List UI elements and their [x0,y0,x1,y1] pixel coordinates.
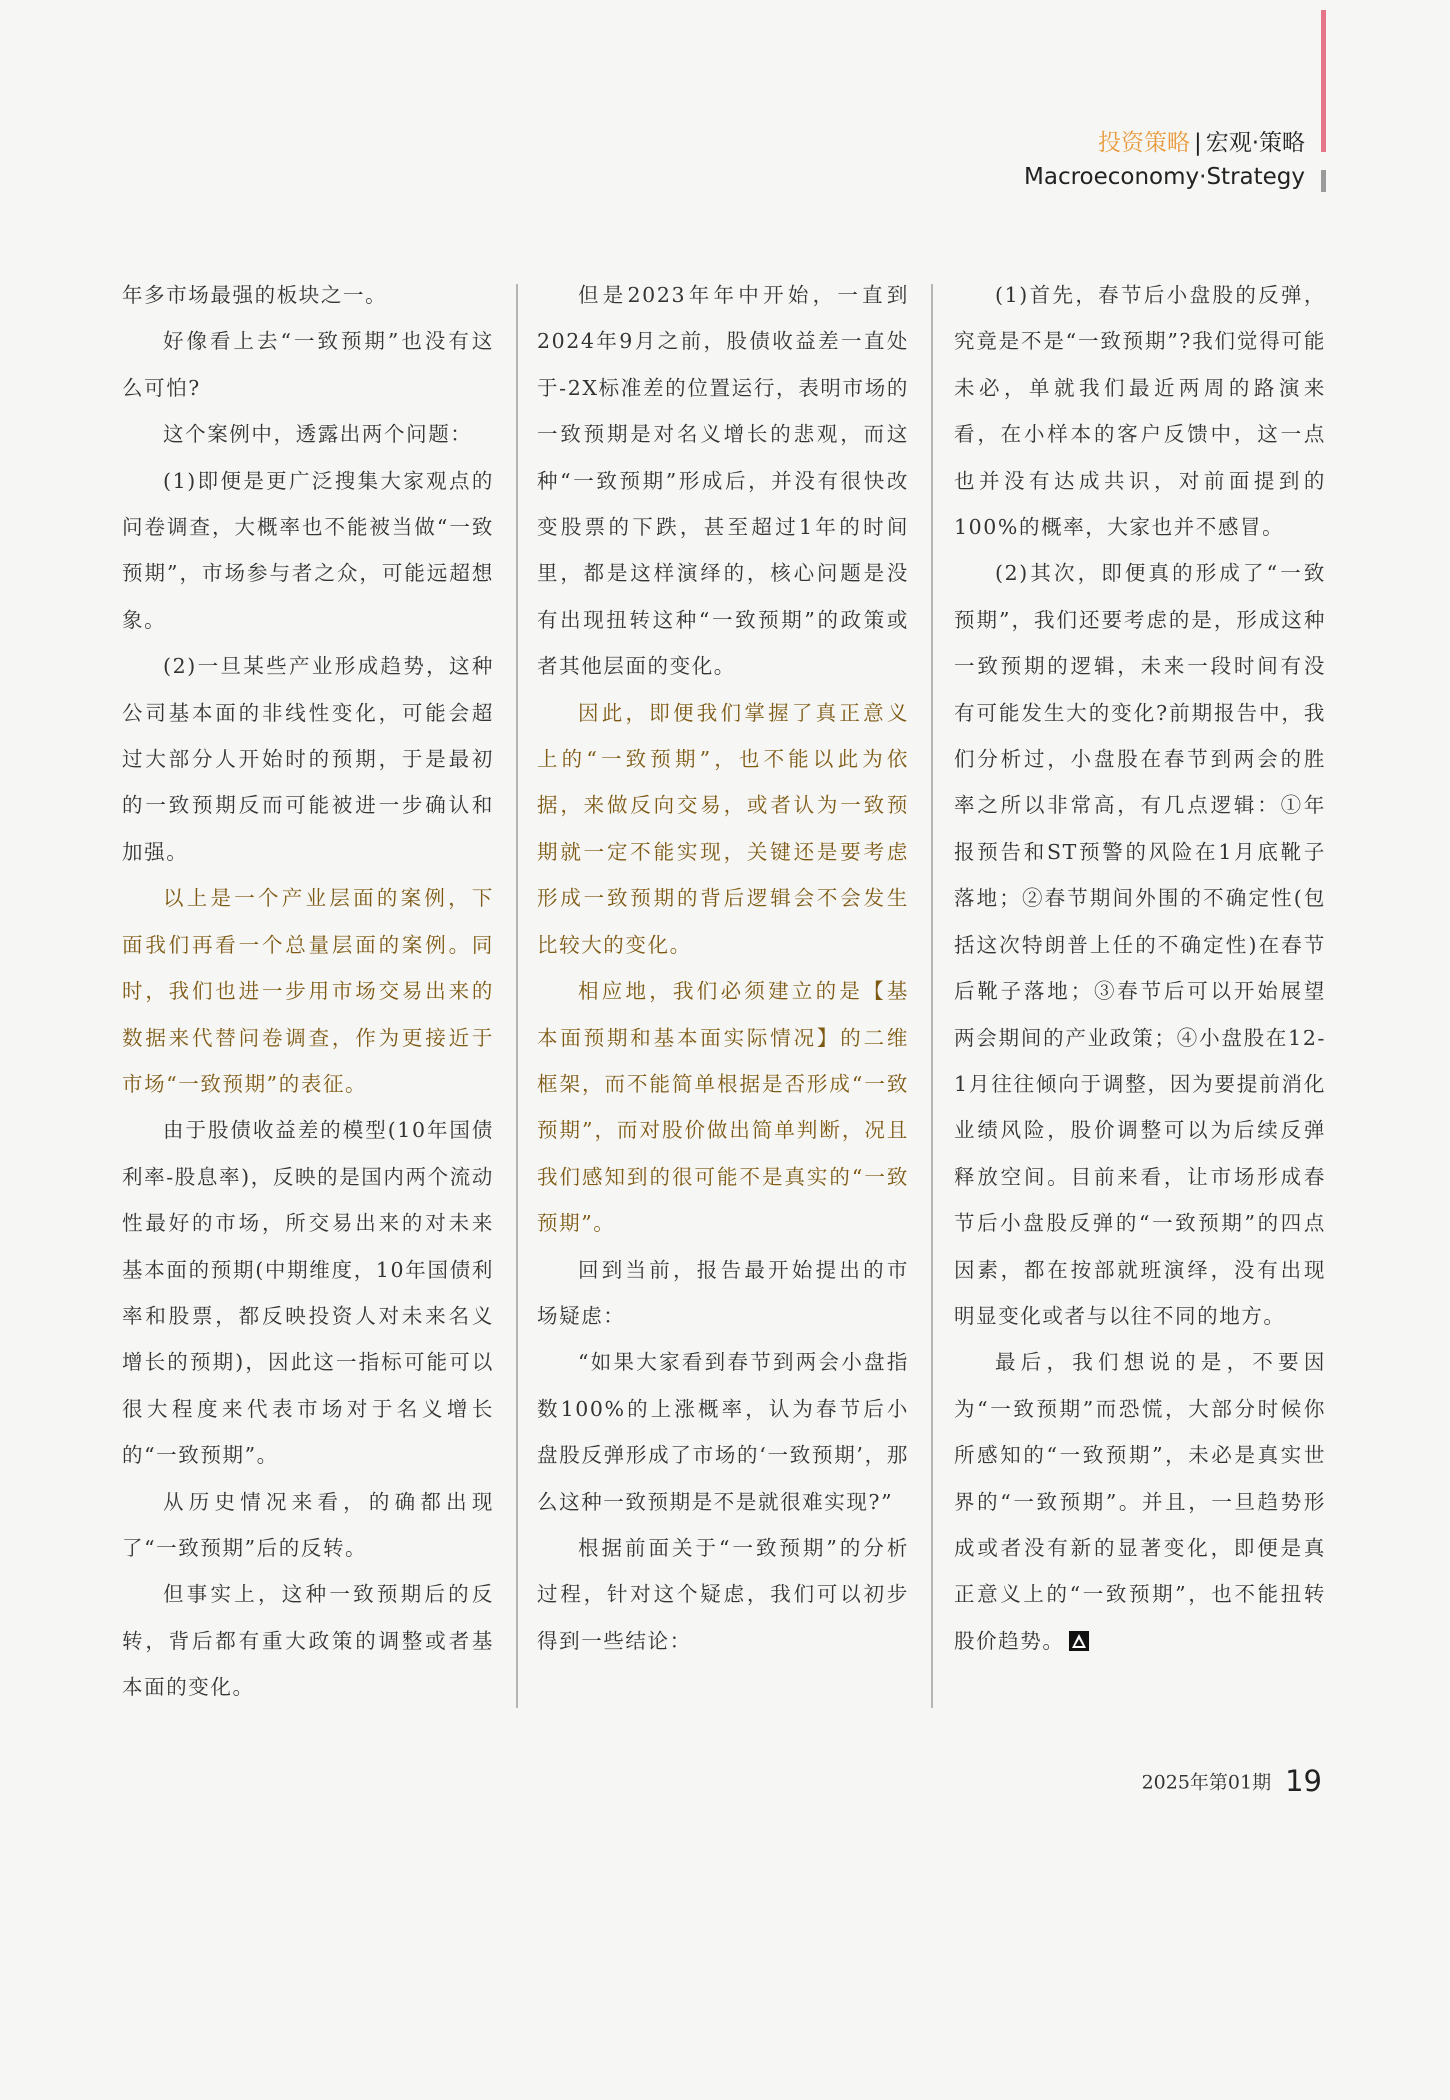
header-subtitle: Macroeconomy·Strategy [1024,164,1305,190]
paragraph: 这个案例中，透露出两个问题： [163,422,473,447]
issue-label: 2025年第01期 [1141,1771,1272,1794]
paragraph-with-end-mark [954,1339,1326,1664]
paragraph: 但事实上，这种一致预期后的反转，背后都有重大政策的调整或者基本面的变化。 [122,1582,494,1700]
paragraph: (2)其次，即便真的形成了“一致预期”，我们还要考虑的是，形成这种一致预期的逻辑，未来一段时间有没有可能发生大的变化?前期报告中，我们分析过，小盘股在春节到两会的胜率之所以非常高，有几点逻辑：①年报预告和ST预警的风险在1月底靴子落地；②春节期间外围的不确定性(包括这次特朗普上任的不确定性)在春节后靴子落地；③春节后可以开始展望两会期间的产业政策；④小盘股在12-1月往往倾向于调整，因为要提前消化业绩风险，股价调整可以为后续反弹释放空间。目前来看，让市场形成春节后小盘股反弹的“一致预期”的四点因素，都在按部就班演绎，没有出现明显变化或者与以往不同的地方。 [954,561,1326,1328]
paragraph: 年多市场最强的板块之一。 [122,283,388,307]
header-accent-bar [1321,10,1326,152]
header-title-line [1024,128,1305,158]
page-footer [1142,1764,1322,1798]
paragraph: 回到当前，报告最开始提出的市场疑虑： [537,1257,909,1328]
header-separator: | [1193,130,1202,156]
article-end-mark-icon [1069,1631,1089,1651]
paragraph: (2)一旦某些产业形成趋势，这种公司基本面的非线性变化，可能会超过大部分人开始时的预期，于是最初的一致预期反而可能被进一步确认和加强。 [122,654,494,864]
highlighted-paragraph: 以上是一个产业层面的案例，下面我们再看一个总量层面的案例。同时，我们也进一步用市场交易出来的数据来代替问卷调查，作为更接近于市场“一致预期”的表征。 [122,886,494,1096]
article-column-1 [122,272,494,1711]
paragraph: 由于股债收益差的模型(10年国债利率-股息率)，反映的是国内两个流动性最好的市场，所交易出来的对未来基本面的预期(中期维度，10年国债利率和股票，都反映投资人对未来名义增长的预期)，因此这一指标可能可以很大程度来代表市场对于名义增长的“一致预期”。 [122,1118,494,1468]
page-header [1024,128,1305,192]
highlighted-paragraph: 相应地，我们必须建立的是【基本面预期和基本面实际情况】的二维框架，而不能简单根据是否形成“一致预期”，而对股价做出简单判断，况且我们感知到的很可能不是真实的“一致预期”。 [537,979,909,1236]
header-section: 宏观·策略 [1205,130,1305,156]
page-number: 19 [1285,1764,1322,1798]
header-category: 投资策略 [1097,130,1190,156]
column-divider [516,284,518,1708]
article-column-2 [537,272,909,1664]
column-divider [931,284,933,1708]
header-subtitle-bar [1321,170,1326,192]
paragraph: “如果大家看到春节到两会小盘指数100%的上涨概率，认为春节后小盘股反弹形成了市场的‘一致预期’，那么这种一致预期是不是就很难实现?” [537,1350,909,1514]
article-column-3 [954,272,1326,1664]
paragraph-text: 最后，我们想说的是，不要因为“一致预期”而恐慌，大部分时候你所感知的“一致预期”，未必是真实世界的“一致预期”。并且，一旦趋势形成或者没有新的显著变化，即便是真正意义上的“一致预期”，也不能扭转股价趋势。 [954,1350,1326,1653]
paragraph: 但是2023年年中开始，一直到2024年9月之前，股债收益差一直处于-2X标准差的位置运行，表明市场的一致预期是对名义增长的悲观，而这种“一致预期”形成后，并没有很快改变股票的下跌，甚至超过1年的时间里，都是这样演绎的，核心问题是没有出现扭转这种“一致预期”的政策或者其他层面的变化。 [537,283,909,679]
paragraph: 从历史情况来看，的确都出现了“一致预期”后的反转。 [122,1489,494,1560]
highlighted-paragraph: 因此，即便我们掌握了真正意义上的“一致预期”，也不能以此为依据，来做反向交易，或者认为一致预期就一定不能实现，关键还是要考虑形成一致预期的背后逻辑会不会发生比较大的变化。 [537,700,909,957]
paragraph: 好像看上去“一致预期”也没有这么可怕? [122,329,494,400]
paragraph: (1)首先，春节后小盘股的反弹，究竟是不是“一致预期”?我们觉得可能未必，单就我们最近两周的路演来看，在小样本的客户反馈中，这一点也并没有达成共识，对前面提到的100%的概率，大家也并不感冒。 [954,283,1326,540]
paragraph: 根据前面关于“一致预期”的分析过程，针对这个疑虑，我们可以初步得到一些结论： [537,1535,909,1653]
paragraph: (1)即便是更广泛搜集大家观点的问卷调查，大概率也不能被当做“一致预期”，市场参与者之众，可能远超想象。 [122,468,494,632]
